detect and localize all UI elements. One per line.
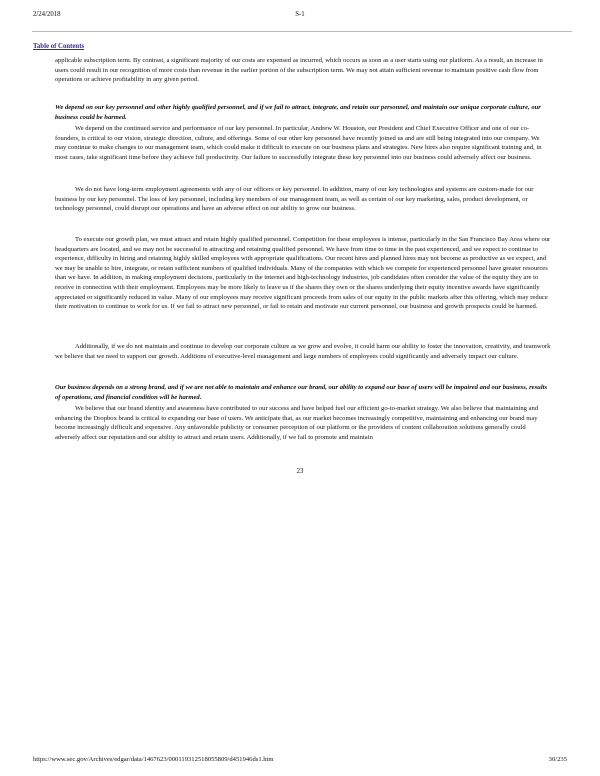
page-number: 23	[296, 468, 304, 475]
section-heading: We depend on our key personnel and other highly qualified personnel, and if we fail to attract, integrate, and retain our personnel, and maintain our unique corporate culture, our business could be harmed.	[55, 104, 541, 121]
header-divider	[32, 31, 572, 32]
paragraph: applicable subscription term. By contrast, a significant majority of our costs are expensed as incurred, which occurs as soon as a user starts using our platform. As a result, an increase in users could result in our recognition of more costs than revenue in the earlier portion of the subscription term. We may not attain sufficient revenue to maintain positive cash flow from operations or achieve profitability in any given period.	[55, 57, 543, 84]
paragraph: We do not have long-term employment agreements with any of our officers or key personnel. In addition, many of our key technologies and systems are custom-made for our business by our key personnel. The loss of key personnel, including key members of our management team, as well as certain of our key marketing, sales, product development, or technology personnel, could disrupt our operations and have an adverse effect on our ability to grow our business.	[55, 186, 534, 213]
print-date: 2/24/2018	[33, 11, 61, 18]
paragraph: We depend on the continued service and performance of our key personnel. In particular, Andrew W. Houston, our President and Chief Executive Officer and one of our co-founders, is critical to our vision, strategic direction, culture, and offerings. Some of our other key personnel have recently joined us and are still being integrated into our company. We may continue to make changes to our management team, which could make it difficult to execute on our business plans and strategies. New hires also require significant training and, in most cases, take significant time before they achieve full productivity. Our failure to successfully integrate these key personnel into our business could adversely affect our business.	[55, 125, 542, 161]
paragraph: Additionally, if we do not maintain and continue to develop our corporate culture as we grow and evolve, it could harm our ability to foster the innovation, creativity, and teamwork we believe that we need to support our growth. Additions of executive-level management and large numbers of employees could significantly and adversely impact our culture.	[55, 343, 551, 360]
footer-url: https://www.sec.gov/Archives/edgar/data/1467623/000119312518055809/d451946ds1.htm	[33, 756, 274, 763]
table-of-contents-link[interactable]: Table of Contents	[33, 43, 85, 50]
section-heading: Our business depends on a strong brand, and if we are not able to maintain and enhance our brand, our ability to expand our base of users will be impaired and our business, results of operations, and financial condition will be harmed.	[55, 384, 548, 401]
paragraph: We believe that our brand identity and awareness have contributed to our success and have helped fuel our efficient go-to-market strategy. We also believe that maintaining and enhancing the Dropbox brand is critical to expanding our base of users. We anticipate that, as our market becomes increasingly competitive, maintaining and enhancing our brand may become increasingly difficult and expensive. Any unfavorable publicity or consumer perception of our platform or the providers of content collaboration solutions generally could adversely affect our reputation and our ability to attract and retain users. Additionally, if we fail to promote and maintain	[55, 405, 539, 441]
paragraph: To execute our growth plan, we must attract and retain highly qualified personnel. Competition for these employees is intense, particularly in the San Francisco Bay Area where our headquarters are located, and we may not be successful in attracting and retaining qualified personnel. We have from time to time in the past experienced, and we expect to continue to experience, difficulty in hiring and retaining highly skilled employees with appropriate qualifications. Our recent hires and planned hires may not become as productive as we expect, and we may be unable to hire, integrate, or retain sufficient numbers of qualified individuals. Many of the companies with which we compete for experienced personnel have greater resources than we have. In addition, in making employment decisions, particularly in the internet and high-technology industries, job candidates often consider the value of the equity they are to receive in connection with their employment. Employees may be more likely to leave us if the shares they own or the shares underlying their equity incentive awards have significantly appreciated or significantly reduced in value. Many of our employees may receive significant proceeds from sales of our equity in the public markets after this offering, which may reduce their motivation to continue to work for us. If we fail to attract new personnel, or fail to retain and motivate our current personnel, our business and growth prospects could be harmed.	[55, 236, 551, 311]
document-title: S-1	[295, 11, 305, 18]
footer-page-count: 30/235	[548, 756, 567, 763]
